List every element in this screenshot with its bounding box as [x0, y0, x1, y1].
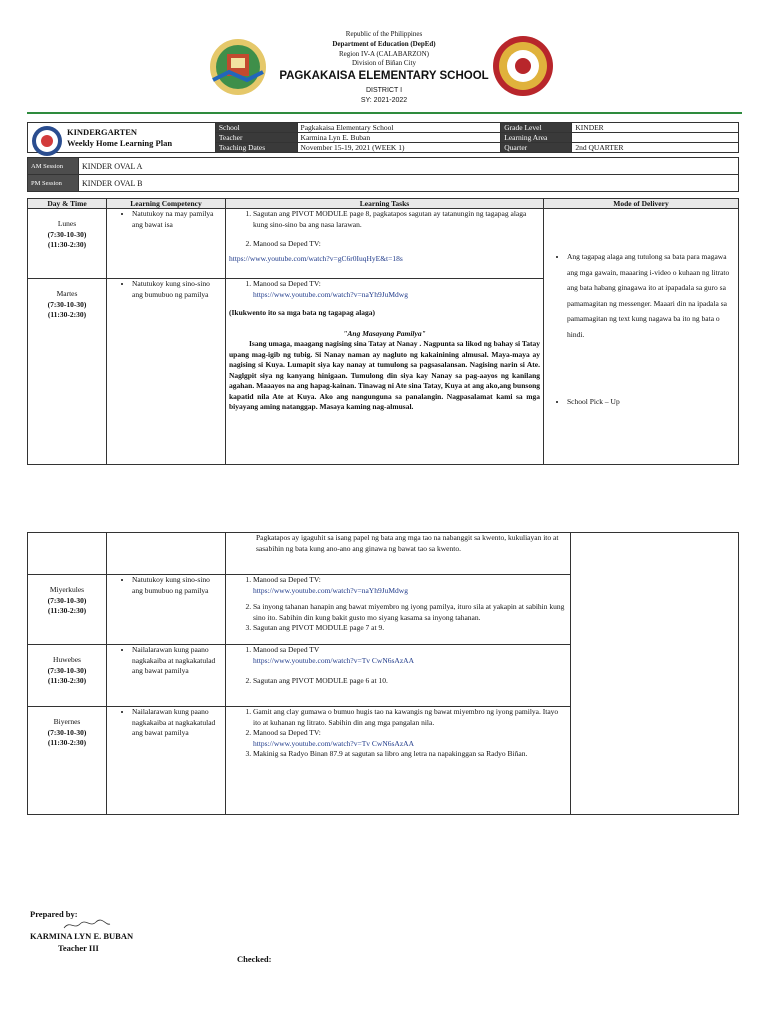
competency-item: • Nailalarawan kung paano nagkakaiba at nagkakatulad ang bawat pamilya [132, 707, 222, 739]
teacher-label: Teacher [215, 133, 297, 143]
quarter-label: Quarter [501, 143, 572, 153]
quarter-value: 2nd QUARTER [572, 143, 739, 153]
dates-label: Teaching Dates [215, 143, 297, 153]
col-competency: Learning Competency [107, 199, 226, 209]
time-am: (7:30-10-30) [47, 229, 87, 239]
time-am: (7:30-10-30) [47, 299, 87, 309]
competency-cell [107, 279, 226, 465]
district-line: DISTRICT I [365, 87, 403, 94]
col-tasks: Learning Tasks [226, 199, 544, 209]
republic-line: Republic of the Philippines [345, 30, 423, 38]
youtube-link[interactable]: https://www.youtube.com/watch?v=Tv CwN6sAzAA [253, 738, 415, 748]
mode-cell [544, 209, 739, 465]
task-item: 2. Manood sa Deped TV: [253, 239, 540, 250]
task-item: 2. Sa inyong tahanan hanapin ang bawat miyembro ng iyong pamilya, ituro sila at yakapin at sabihin kung sino ito. Sabihin din kung bakit gusto mo siyang kasama sa inyong tahanan. [253, 602, 567, 623]
time-pm: (11:30-2:30) [47, 310, 87, 319]
task-item: 1. Manood sa Deped TV: [253, 279, 540, 290]
task-item: 2. Sagutan ang PIVOT MODULE page 6 at 10. [253, 676, 567, 687]
learning-area-value [572, 133, 739, 143]
competency-item: • Natutukoy kung sino-sino ang bumubuo ng pamilya [132, 575, 222, 596]
time-am: (7:30-10-30) [47, 595, 87, 605]
tasks-cell [226, 209, 544, 279]
story-text: Isang umaga, maagang nagising sina Tatay at Nanay . Nagpunta sa likod ng bahay si Tatay upang mag-igib ng tubig. Si Nanay naman ay nagluto ng kakainining almusal. Maya-maya ay nagising si Kuya. Lumapit siya kay nanay at tumulong sa pagsasalansan. Nagising narin si Ate. Naglgpit siya ng kanyang hinigaan. Tumulong din siya kay Nanay sa pag-aayos ng kanilang agahan. Maaayos na ang hapag-kainan. Tinawag ni Ate sina Tatay, Kuya at ang ako,ang bunsong kapatid nila Ate at Kuya. Ako ang nangunguna sa panalangin. Nagpasalamat kami sa mga biyayang aming natanggap. Masaya kaming nag-almusal. [229, 339, 540, 411]
division-line: Division of Biñan City [352, 59, 416, 67]
tasks-cell [226, 645, 571, 707]
preparer-position: Teacher III [58, 943, 99, 953]
signature [62, 918, 112, 932]
header-rule [27, 112, 742, 114]
grade-heading: KINDERGARTEN [67, 126, 138, 137]
weekly-plan-table [27, 198, 739, 465]
dates-value: November 15-19, 2021 (WEEK 1) [297, 143, 501, 153]
school-title: PAGKAKAISA ELEMENTARY SCHOOL [279, 70, 489, 82]
story-note: (Ikukwento ito sa mga bata ng tagapag alaga) [229, 308, 376, 317]
youtube-link[interactable]: https://www.youtube.com/watch?v=naYh9JuMdwg [253, 585, 408, 595]
city-seal-logo [207, 36, 269, 98]
task-item: 2. Manood sa Deped TV: [253, 728, 567, 739]
competency-item: • Nailalarawan kung paano nagkakaiba at nagkakatulad ang bawat pamilya [132, 645, 222, 677]
task-item: 1. Sagutan ang PIVOT MODULE page 8, pagkatapos sagutan ay tatanungin ng tagapag alaga kung sino-sino ba ang nasa larawan. [253, 209, 540, 230]
grade-level-label: Grade Level [501, 123, 572, 133]
am-session-label: AM Session [28, 158, 79, 175]
weekly-plan-table-continued [27, 532, 739, 815]
preparer-name: KARMINA LYN E. BUBAN [30, 931, 134, 941]
task-item: 3. Makinig sa Radyo Binan 87.9 at sagutan sa libro ang letra na napakinggan sa Radyo Biñan. [253, 749, 567, 760]
table-row-continued [28, 533, 739, 575]
plan-title-cell [28, 123, 216, 153]
tasks-cell [226, 707, 571, 815]
region-line: Region IV-A (CALABARZON) [339, 50, 429, 58]
competency-cell [107, 575, 226, 645]
competency-item: • Natutukoy na may pamilya ang bawat isa [132, 209, 222, 230]
day-cell [28, 209, 107, 279]
task-item: 1. Gamit ang clay gumawa o bumuo hugis tao na kawangis ng bawat miyembro ng iyong pamilya. Itayo ito at kuhanan ng litrato. Sabihin din ang mga pangalan nila. [253, 707, 567, 728]
session-table [27, 157, 739, 192]
school-label: School [215, 123, 297, 133]
task-item: 1. Manood sa Deped TV: [253, 575, 567, 586]
col-day-time: Day & Time [28, 199, 107, 209]
competency-cell [107, 209, 226, 279]
department-line: Department of Education (DepEd) [332, 40, 436, 48]
school-seal-logo [491, 34, 555, 98]
pm-session-label: PM Session [28, 175, 79, 192]
prepared-by-label: Prepared by: [30, 909, 78, 919]
mode-item: • Ang tagapag alaga ang tutulong sa bata para magawa ang mga gawain, maaaring i-video o kuhaan ng litrato ang bata habang ginagawa ito at ipapadala sa guro sa pamamagitan ng messenger. Maaari din na ipadala sa pamamagitan ng text kung nagawa ba ito ng bata o hindi. [567, 249, 735, 342]
task-item: 3. Sagutan ang PIVOT MODULE page 7 at 9. [253, 623, 567, 634]
time-pm: (11:30-2:30) [47, 676, 87, 685]
day-cell [28, 279, 107, 465]
competency-cell [107, 707, 226, 815]
day-name: Huwebes [53, 655, 81, 664]
mode-cell-continued [571, 533, 739, 815]
time-am: (7:30-10-30) [47, 727, 87, 737]
continued-task: Pagkatapos ay igaguhit sa isang papel ng bata ang mga tao na nabanggit sa kwento, kukuliayan ito at sasabihin ng bata kung ano-ano ang ginawa ng bawat tao sa kwento. [226, 533, 571, 575]
deped-seal-logo [31, 125, 63, 157]
day-cell [28, 575, 107, 645]
plan-info-table [27, 122, 739, 153]
tasks-cell [226, 575, 571, 645]
day-cell [28, 707, 107, 815]
competency-item: • Natutukoy kung sino-sino ang bumubuo ng pamilya [132, 279, 222, 300]
time-pm: (11:30-2:30) [47, 240, 87, 249]
tasks-cell [226, 279, 544, 465]
mode-item: • School Pick – Up [567, 397, 735, 408]
checked-label: Checked: [237, 954, 272, 964]
day-cell [28, 645, 107, 707]
youtube-link[interactable]: https://www.youtube.com/watch?v=Tv CwN6sAzAA [253, 655, 415, 665]
day-name: Lunes [57, 219, 77, 228]
day-name: Martes [56, 289, 78, 298]
day-name: Biyernes [53, 717, 81, 726]
grade-level-value: KINDER [572, 123, 739, 133]
time-pm: (11:30-2:30) [47, 606, 87, 615]
am-session-value: KINDER OVAL A [79, 158, 739, 175]
time-am: (7:30-10-30) [47, 665, 87, 675]
learning-area-label: Learning Area [501, 133, 572, 143]
task-item: 1. Manood sa Deped TV [253, 645, 567, 656]
pm-session-value: KINDER OVAL B [79, 175, 739, 192]
school-year: SY: 2021-2022 [360, 97, 408, 104]
youtube-link[interactable]: https://www.youtube.com/watch?v=naYh9JuMdwg [253, 289, 408, 299]
school-value: Pagkakaisa Elementary School [297, 123, 501, 133]
plan-heading: Weekly Home Learning Plan [67, 137, 173, 148]
teacher-value: Karmina Lyn E. Buban [297, 133, 501, 143]
time-pm: (11:30-2:30) [47, 738, 87, 747]
youtube-link[interactable]: https://www.youtube.com/watch?v=gC6r0IuqHyE&t=18s [229, 253, 403, 263]
table-row-lunes [28, 209, 739, 279]
day-name: Miyerkules [49, 585, 85, 594]
story-title: "Ang Masayang Pamilya" [343, 328, 426, 338]
col-mode: Mode of Delivery [544, 199, 739, 209]
competency-cell [107, 645, 226, 707]
